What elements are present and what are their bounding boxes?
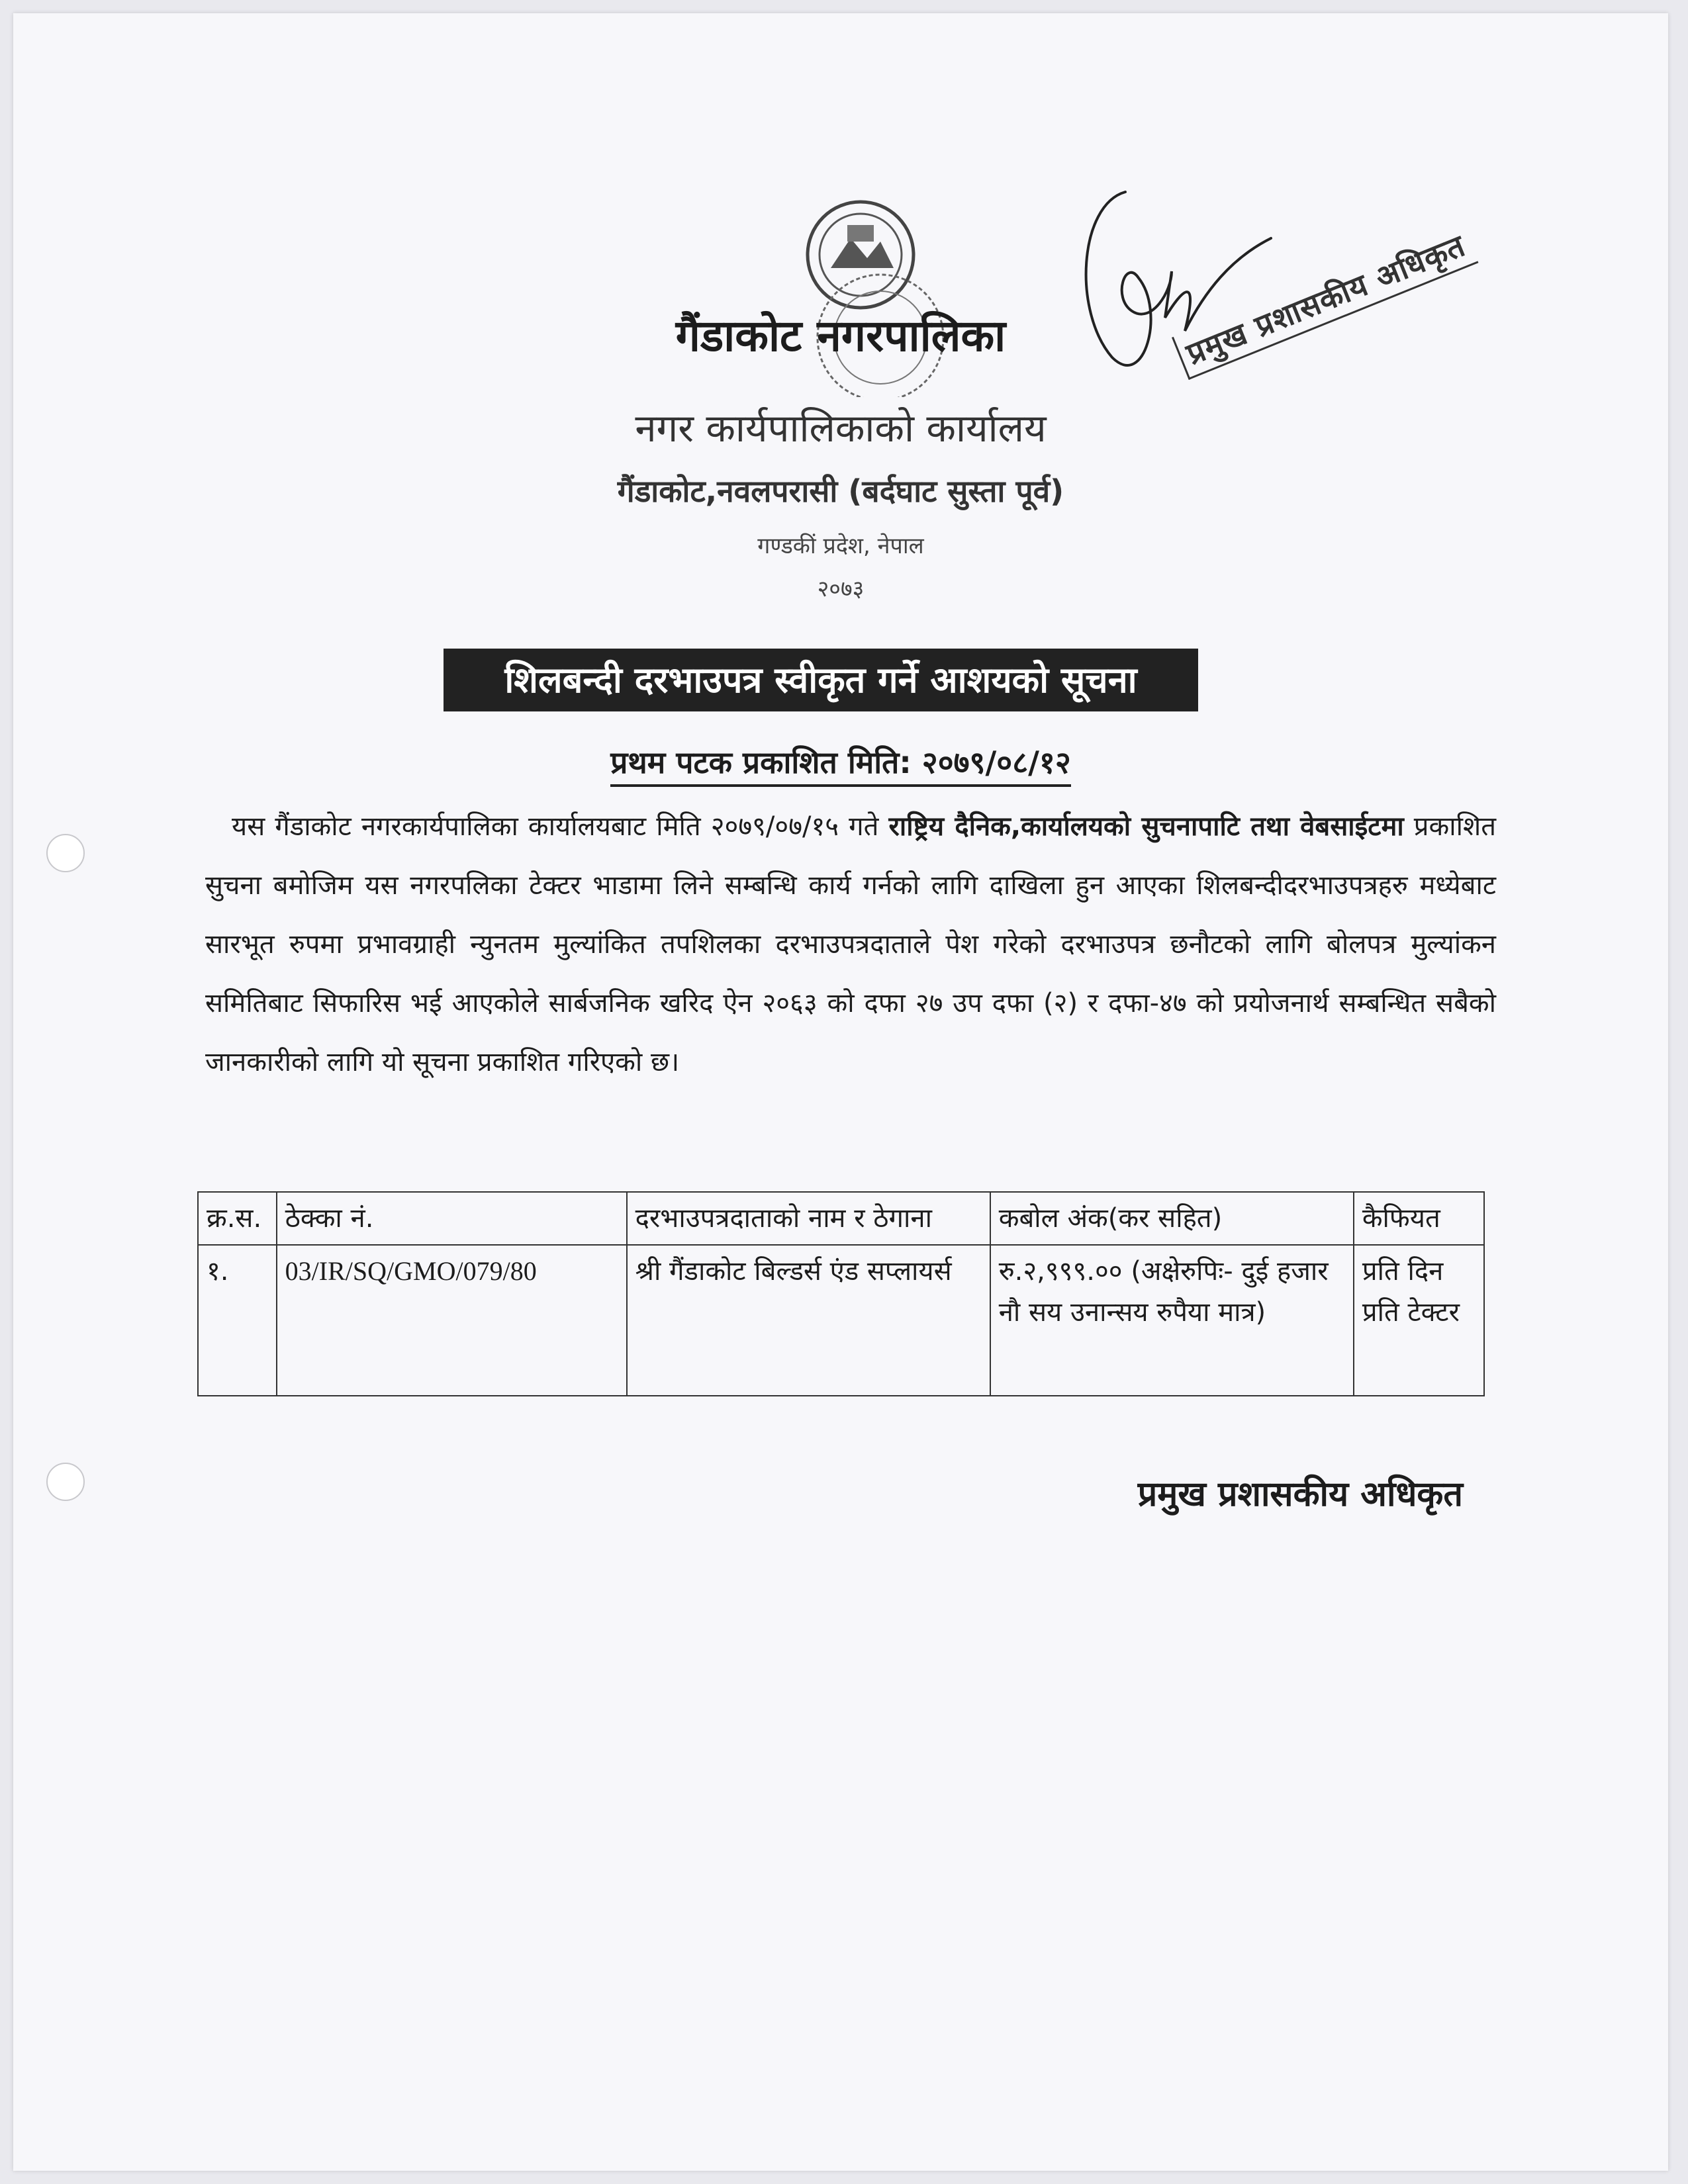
table-header-row (198, 1192, 1484, 1245)
municipality-name: गैंडाकोट नगरपालिका (675, 310, 1006, 361)
body-part-2: प्रकाशित सुचना बमोजिम यस नगरपलिका टेक्टर भाडामा लिने सम्बन्धि कार्य गर्नको लागि दाखिला हुन आएका शिलबन्दीदरभाउपत्रहरु मध्येबाट सारभूत रुपमा प्रभावग्राही न्युनतम मुल्यांकित तपशिलका दरभाउपत्रदाताले पेश गरेको दरभाउपत्र छनौटको लागि बोलपत्र मुल्यांकन समितिबाट सिफारिस भई आएकोले सार्बजनिक खरिद ऐन २०६३ को दफा २७ उप दफा (२) र दफा-४७ को प्रयोजनार्थ सम्बन्धित सबैको जानकारीको लागि यो सूचना प्रकाशित गरिएको छ। (205, 811, 1496, 1077)
bid-table (197, 1191, 1485, 1396)
cell-sn: १. (198, 1245, 277, 1396)
cell-contract-no: 03/IR/SQ/GMO/079/80 (277, 1245, 627, 1396)
header-remarks: कैफियत (1354, 1192, 1484, 1245)
cell-remarks: प्रति दिन प्रति टेक्टर (1354, 1245, 1484, 1396)
punch-hole-bottom (46, 1463, 85, 1501)
header-amount: कबोल अंक(कर सहित) (990, 1192, 1354, 1245)
notice-title: शिलबन्दी दरभाउपत्र स्वीकृत गर्ने आशयको सूचना (444, 649, 1198, 711)
establishment-year: २०७३ (817, 576, 865, 602)
punch-hole-top (46, 834, 85, 872)
office-stamp: प्रमुख प्रशासकीय अधिकृत (1172, 220, 1478, 380)
publish-date (13, 741, 1668, 782)
document-page (13, 13, 1668, 2171)
cell-amount: रु.२,९९९.०० (अक्षेरुपिः- दुई हजार नौ सय उनान्सय रुपैया मात्र) (990, 1245, 1354, 1396)
signatory-title: प्रमुख प्रशासकीय अधिकृत (1137, 1475, 1463, 1514)
table-row (198, 1245, 1484, 1396)
office-name: नगर कार्यपालिकाको कार्यालय (635, 406, 1047, 451)
office-address: गैंडाकोट,नवलपरासी (बर्दघाट सुस्ता पूर्व) (617, 473, 1064, 509)
municipality-emblem (768, 185, 993, 397)
province: गण्डकीं प्रदेश, नेपाल (757, 533, 924, 559)
cell-bidder: श्री गैंडाकोट बिल्डर्स एंड सप्लायर्स (627, 1245, 990, 1396)
body-bold: राष्ट्रिय दैनिक,कार्यालयको सुचनापाटि तथा वेबसाईटमा (888, 811, 1404, 842)
publish-date-text: प्रथम पटक प्रकाशित मिति: २०७९/०८/१२ (610, 745, 1071, 787)
header-sn: क्र.स. (198, 1192, 277, 1245)
header-bidder: दरभाउपत्रदाताको नाम र ठेगाना (627, 1192, 990, 1245)
header-contract-no: ठेक्का नं. (277, 1192, 627, 1245)
notice-body (205, 797, 1496, 1092)
body-part-1: यस गैंडाकोट नगरकार्यपालिका कार्यालयबाट मिति २०७९/०७/१५ गते (232, 811, 889, 842)
notice-paragraph (205, 797, 1496, 1092)
